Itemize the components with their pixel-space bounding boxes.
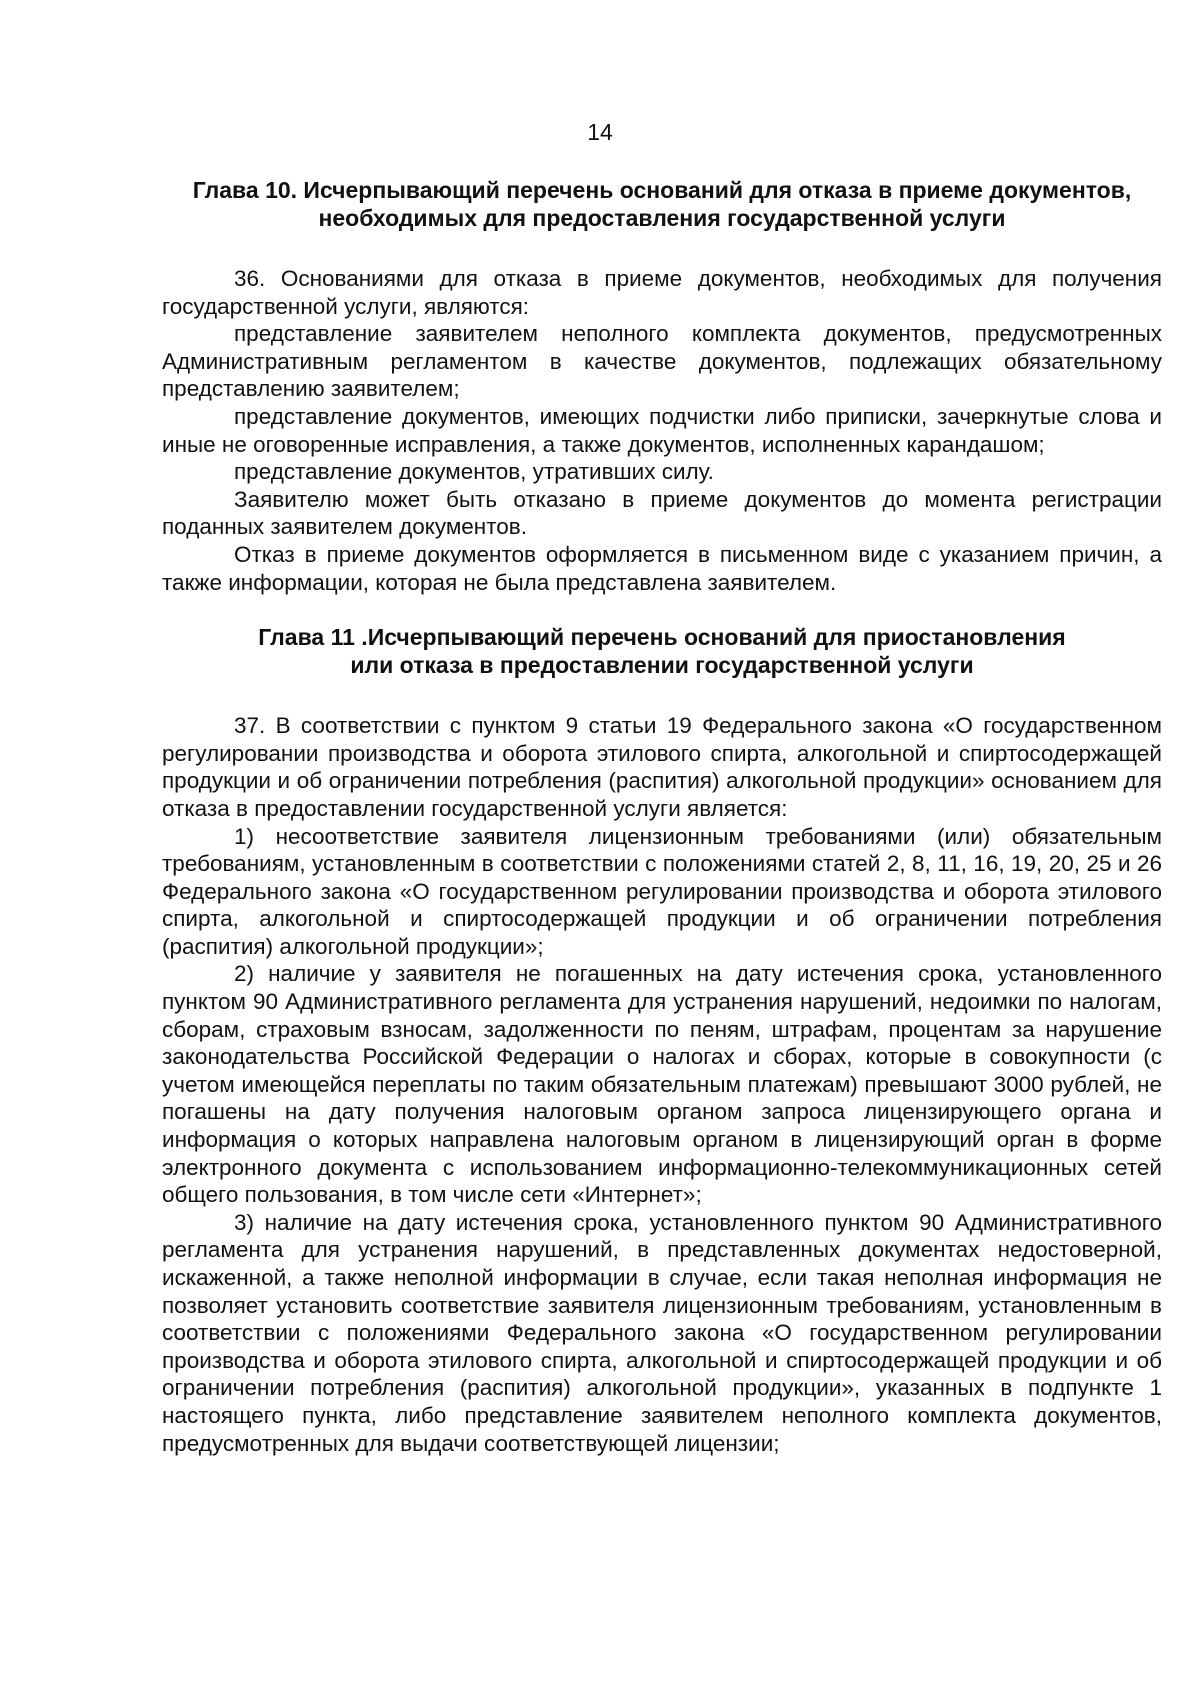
paragraph-36: 36. Основаниями для отказа в приеме документов, необходимых для получения государственной услуги, являются: bbox=[162, 266, 1162, 319]
chapter-11-title-line-2: или отказа в предоставлении государственной услуги bbox=[350, 652, 974, 679]
chapter-11-title-line-1: Глава 11 .Исчерпывающий перечень оснований для приостановления bbox=[258, 624, 1066, 651]
paragraph-item-2: 2) наличие у заявителя не погашенных на дату истечения срока, установленного пунктом 90 Административного регламента для устранения нарушений, недоимки по налогам, сборам, страховым взносам, задолженности по пеням, штрафам, процентам за нарушение законодательства Российской Федерации о налогах и сборах, которые в совокупности (с учетом имеющейся переплаты по таким обязательным платежам) превышают 3000 рублей, не погашены на дату получения налоговым органом запроса лицензирующего органа и информация о которых направлена налоговым органом в лицензирующий орган в форме электронного документа с использованием информационно-телекоммуникационных сетей общего пользования, в том числе сети «Интернет»; bbox=[162, 961, 1162, 1208]
chapter-10-title bbox=[162, 176, 1162, 232]
document-body bbox=[162, 176, 1162, 1457]
paragraph-expired-documents: представление документов, утративших силу. bbox=[234, 459, 714, 485]
paragraph-item-3: 3) наличие на дату истечения срока, установленного пунктом 90 Административного регламента для устранения нарушений, в представленных документах недостоверной, искаженной, а также неполной информации в случае, если такая неполная информация не позволяет установить соответствие заявителя лицензионным требованиям, установленным в соответствии с положениями Федерального закона «О государственном регулировании производства и оборота этилового спирта, алкогольной и спиртосодержащей продукции и об ограничении потребления (распития) алкогольной продукции», указанных в подпункте 1 настоящего пункта, либо представление заявителем неполного комплекта документов, предусмотренных для выдачи соответствующей лицензии; bbox=[162, 1209, 1162, 1456]
chapter-10-title-line-2: необходимых для предоставления государственной услуги bbox=[318, 205, 1006, 231]
paragraph-item-1: 1) несоответствие заявителя лицензионным требованиями (или) обязательным требованиям, установленным в соответствии с положениями статей 2, 8, 11, 16, 19, 20, 25 и 26 Федерального закона «О государственном регулировании производства и оборота этилового спирта, алкогольной и спиртосодержащей продукции и об ограничении потребления (распития) алкогольной продукции»; bbox=[162, 823, 1162, 959]
chapter-10-section bbox=[162, 176, 1162, 596]
paragraph-refusal-before-registration: Заявителю может быть отказано в приеме документов до момента регистрации поданных заявителем документов. bbox=[162, 486, 1162, 540]
paragraph-incomplete-set: представление заявителем неполного комплекта документов, предусмотренных Административным регламентом в качестве документов, подлежащих обязательному представлению заявителем; bbox=[162, 321, 1162, 402]
paragraph-corrections: представление документов, имеющих подчистки либо приписки, зачеркнутые слова и иные не оговоренные исправления, а также документов, исполненных карандашом; bbox=[162, 403, 1162, 457]
chapter-10-title-line-1: Глава 10. Исчерпывающий перечень оснований для отказа в приеме документов, bbox=[192, 177, 1132, 203]
paragraph-37: 37. В соответствии с пунктом 9 статьи 19 Федерального закона «О государственном регулировании производства и оборота этилового спирта, алкогольной и спиртосодержащей продукции и об ограничении потребления (распития) алкогольной продукции» основанием для отказа в предоставлении государственной услуги является: bbox=[162, 713, 1162, 821]
chapter-11-section bbox=[162, 623, 1162, 1457]
paragraph-written-refusal: Отказ в приеме документов оформляется в письменном виде с указанием причин, а также информации, которая не была представлена заявителем. bbox=[162, 541, 1162, 595]
chapter-11-title bbox=[162, 623, 1162, 679]
page-number: 14 bbox=[587, 119, 613, 145]
